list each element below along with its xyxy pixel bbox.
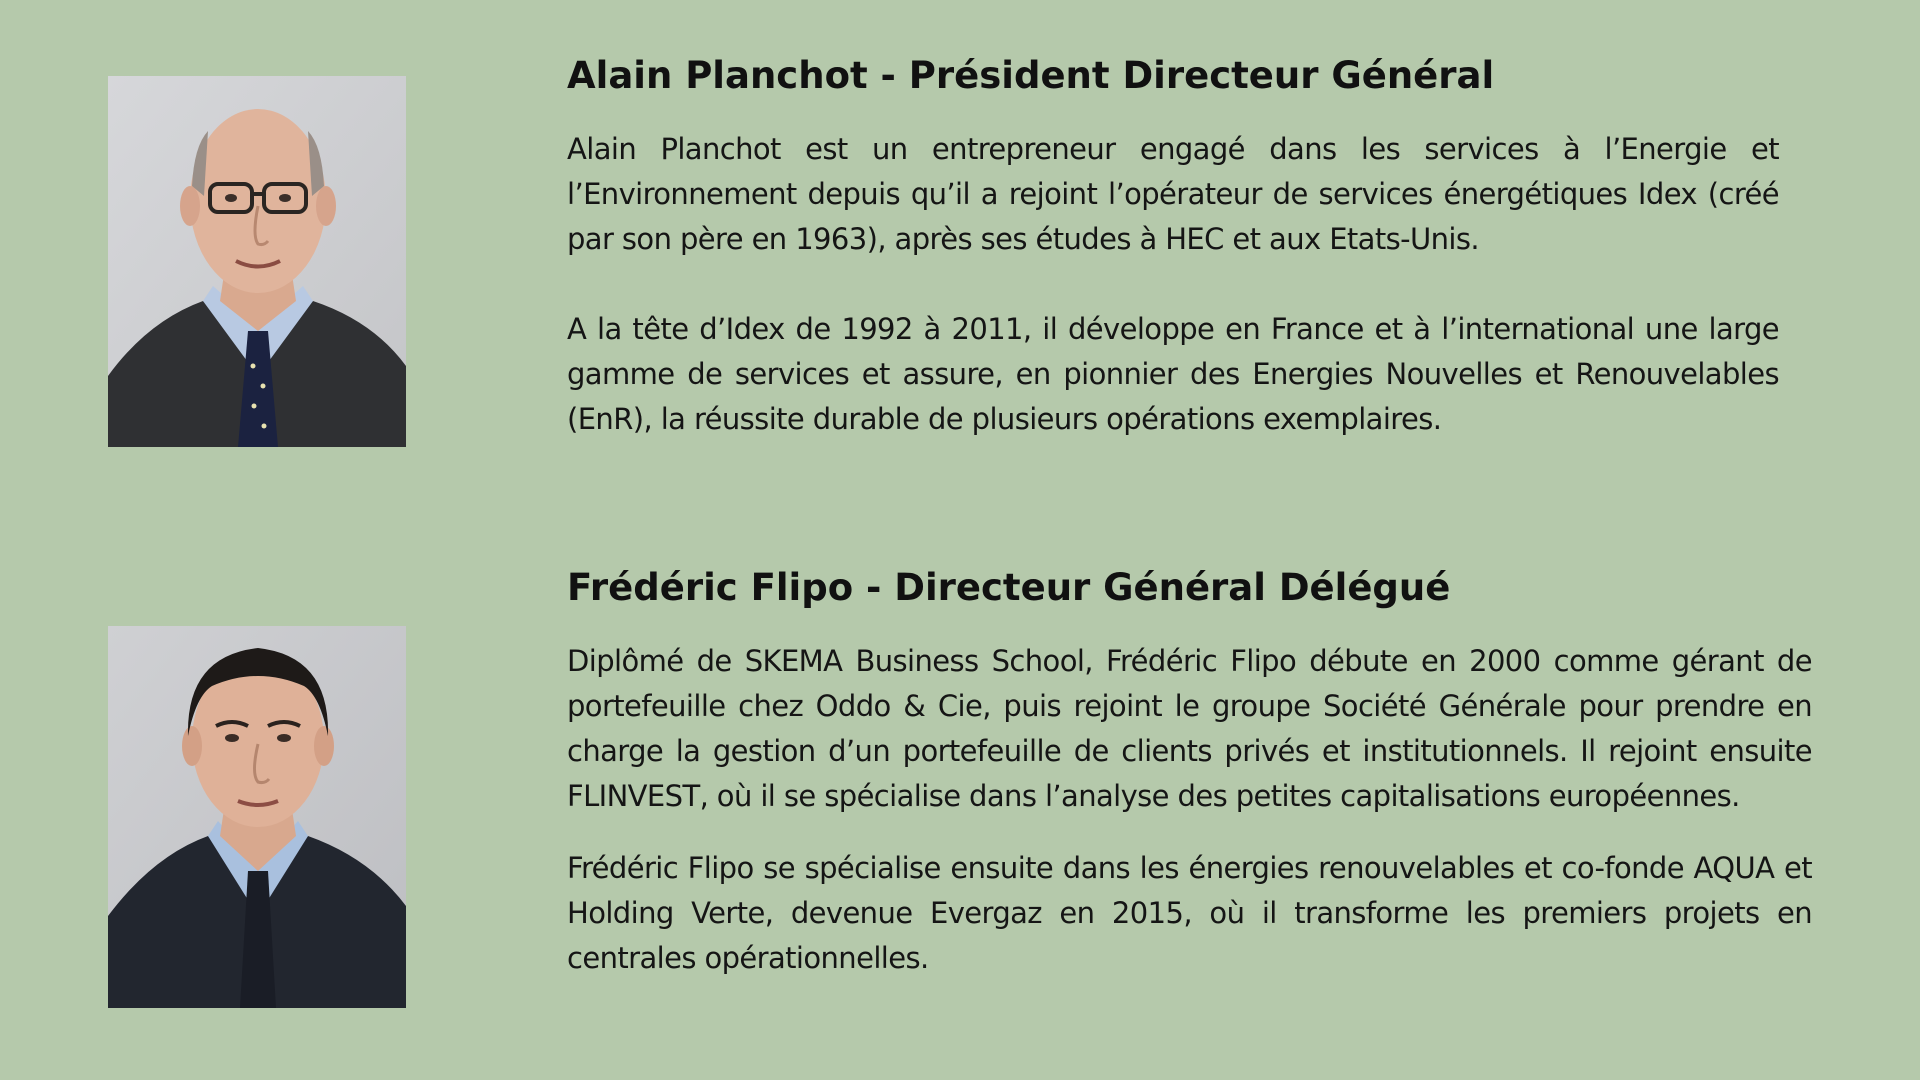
bio-text-planchot <box>567 54 1779 442</box>
bio-title: Frédéric Flipo - Directeur Général Délégué <box>567 566 1451 609</box>
bio-paragraph: Frédéric Flipo se spécialise ensuite dans les énergies renouvelables et co-fonde AQUA et Holding Verte, devenue Evergaz en 2015, où il transforme les premiers projets en centrales opérationnelles. <box>567 851 1812 975</box>
bio-paragraph: Diplômé de SKEMA Business School, Frédéric Flipo débute en 2000 comme gérant de portefeuille chez Oddo & Cie, puis rejoint le groupe Société Générale pour prendre en charge la gestion d’un portefeuille de clients privés et institutionnels. Il rejoint ensuite FLINVEST, où il se spécialise dans l’analyse des petites capitalisations européennes. <box>567 644 1812 813</box>
portrait-photo-flipo <box>108 626 406 1008</box>
portrait-image <box>108 76 406 447</box>
bio-paragraph: Alain Planchot est un entrepreneur engagé dans les services à l’Energie et l’Environnement depuis qu’il a rejoint l’opérateur de services énergétiques Idex (créé par son père en 1963), après ses études à HEC et aux Etats-Unis. <box>567 132 1779 256</box>
bio-section-flipo <box>0 500 1920 1080</box>
bio-text-flipo <box>567 566 1812 981</box>
portrait-image <box>108 626 406 1008</box>
bio-title: Alain Planchot - Président Directeur Général <box>567 54 1495 97</box>
portrait-photo-planchot <box>108 76 406 447</box>
bio-paragraph: A la tête d’Idex de 1992 à 2011, il développe en France et à l’international une large gamme de services et assure, en pionnier des Energies Nouvelles et Renouvelables (EnR), la réussite durable de plusieurs opérations exemplaires. <box>567 312 1779 436</box>
bio-section-planchot <box>0 0 1920 500</box>
